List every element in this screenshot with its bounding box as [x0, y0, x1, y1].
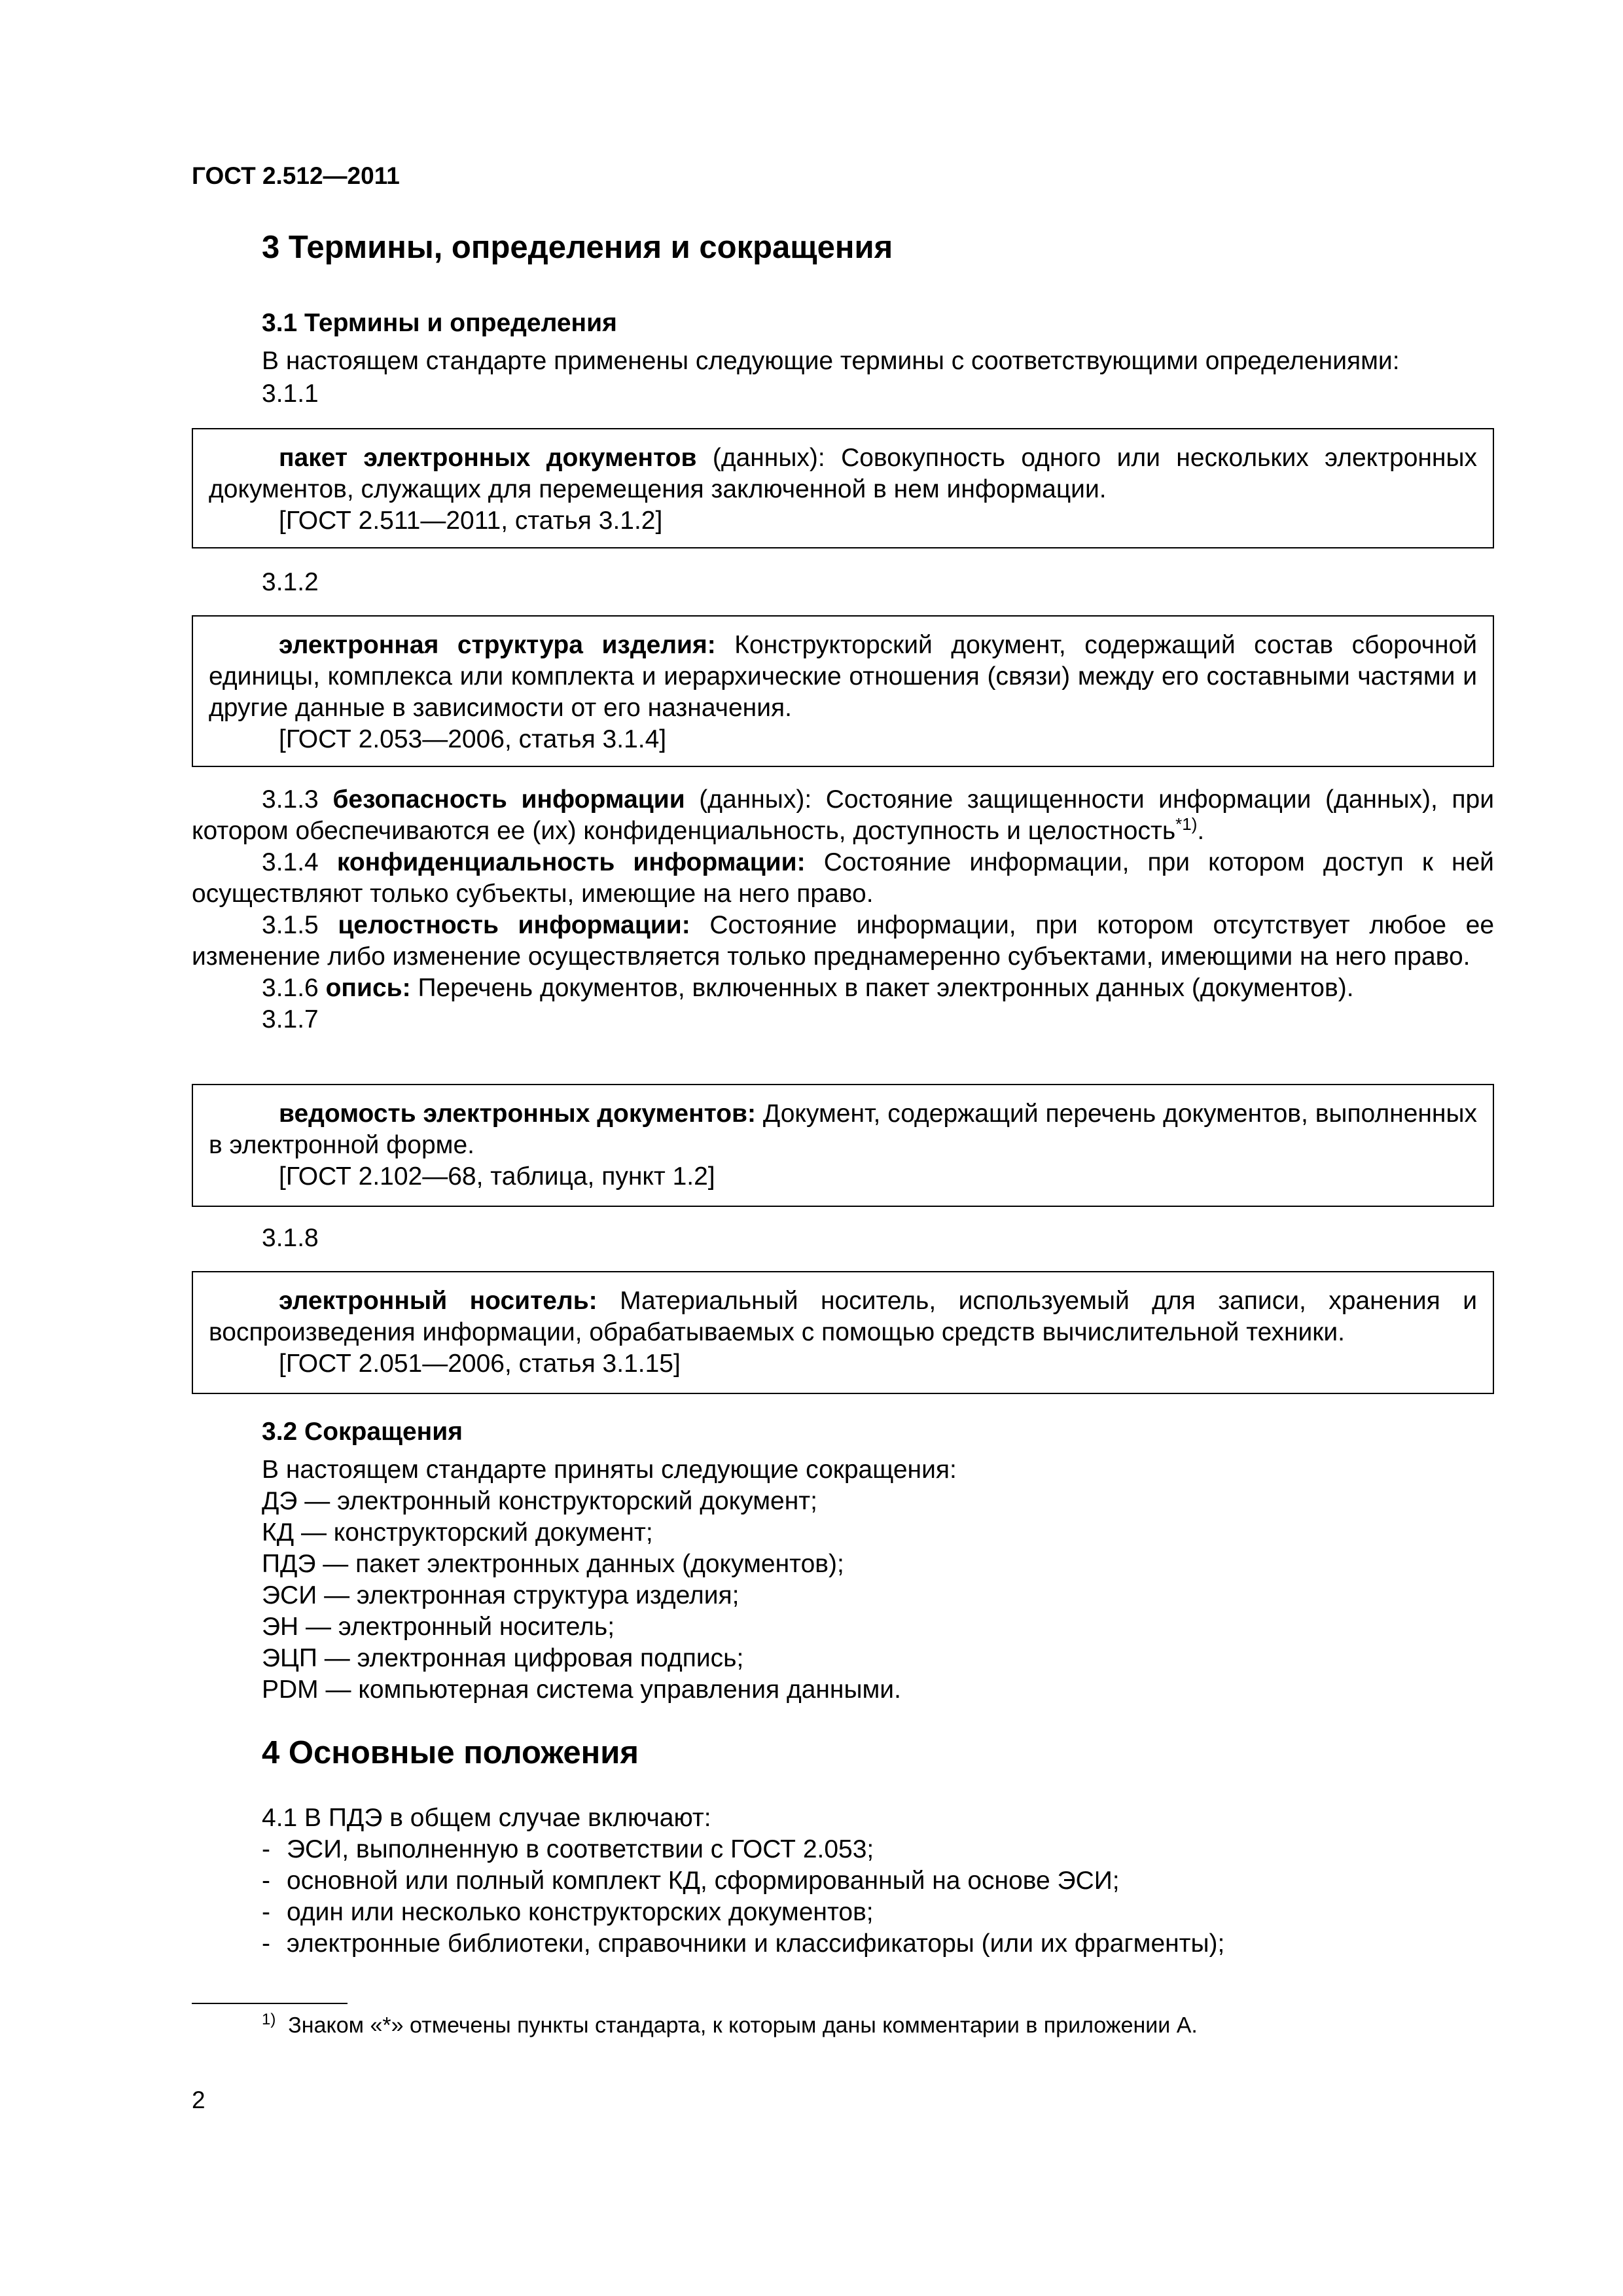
abbreviations-block: [262, 1454, 957, 1706]
term-3-1-8: [209, 1285, 1477, 1348]
abbreviation-item: ПДЭ — пакет электронных данных (документов);: [262, 1550, 844, 1578]
term-box-3-1-2: [192, 615, 1494, 767]
footnote-ref-mark: *1): [1175, 814, 1198, 834]
term-3-1-5: [192, 910, 1494, 973]
term-3-1-3: [192, 784, 1494, 847]
page-number: 2: [192, 2087, 205, 2113]
term-number-3-1-1: 3.1.1: [262, 380, 319, 408]
term-number-3-1-7: 3.1.7: [262, 1005, 319, 1033]
term-number-3-1-6: 3.1.6: [262, 974, 319, 1002]
abbreviation-item: ДЭ — электронный конструкторский документ;: [262, 1487, 817, 1515]
term-3-1-1-definition: (данных): Совокупность одного или нескольких электронных документов, служащих для перемещения заключенной в нем информации.: [209, 444, 1477, 503]
abbreviation-item: ЭЦП — электронная цифровая подпись;: [262, 1644, 744, 1672]
section-4-title: 4 Основные положения: [262, 1735, 639, 1770]
term-3-1-7-reference: [ГОСТ 2.102—68, таблица, пункт 1.2]: [279, 1162, 715, 1191]
list-dash: -: [262, 1835, 270, 1863]
list-item: - один или несколько конструкторских документов;: [262, 1897, 1224, 1928]
abbreviations-intro: В настоящем стандарте приняты следующие сокращения:: [262, 1456, 957, 1484]
abbreviation-item: ЭСИ — электронная структура изделия;: [262, 1581, 740, 1609]
term-box-3-1-1: [192, 428, 1494, 548]
term-3-1-7: [209, 1098, 1477, 1161]
footnote-mark: 1): [262, 2011, 276, 2028]
subsection-3-2-title: 3.2 Сокращения: [262, 1418, 463, 1446]
document-id-header: ГОСТ 2.512—2011: [192, 162, 400, 189]
term-3-1-5-definition: Состояние информации, при котором отсутствует любое ее изменение либо изменение осуществляется только преднамеренно субъектами, имеющими на него право.: [192, 911, 1495, 971]
section-4-1-block: [262, 1803, 1224, 1960]
terms-3-1-3-to-3-1-7: [192, 784, 1494, 1035]
term-3-1-3-definition: (данных): Состояние защищенности информации (данных), при котором обеспечиваются ее (их) конфиденциальность, доступность и целостность: [192, 785, 1494, 845]
term-3-1-2-name: электронная структура изделия:: [279, 631, 716, 659]
subsection-3-1-intro: В настоящем стандарте применены следующие термины с соответствующими определениями:: [262, 347, 1400, 375]
term-number-3-1-3: 3.1.3: [262, 785, 319, 814]
footnote: [262, 2011, 1198, 2038]
term-3-1-2-definition: Конструкторский документ, содержащий состав сборочной единицы, комплекса или комплекта и иерархические отношения (связи) между его составными частями и другие данные в зависимости от его назначения.: [209, 631, 1477, 722]
term-box-3-1-8: [192, 1271, 1494, 1394]
abbreviation-item: PDM — компьютерная система управления данными.: [262, 1676, 901, 1704]
term-3-1-1-name: пакет электронных документов: [279, 444, 697, 472]
term-number-3-1-5: 3.1.5: [262, 911, 319, 939]
section-3-title: 3 Термины, определения и сокращения: [262, 230, 893, 265]
list-dash: -: [262, 1898, 270, 1926]
abbreviation-item: КД — конструкторский документ;: [262, 1518, 653, 1547]
list-item: - основной или полный комплект КД, сформированный на основе ЭСИ;: [262, 1865, 1224, 1897]
term-3-1-2-reference: [ГОСТ 2.053—2006, статья 3.1.4]: [279, 725, 667, 753]
term-3-1-4: [192, 847, 1494, 910]
term-number-3-1-8: 3.1.8: [262, 1224, 319, 1252]
list-dash: -: [262, 1867, 270, 1895]
term-3-1-3-end: .: [1197, 817, 1205, 845]
term-3-1-6-name: опись:: [325, 974, 411, 1002]
term-3-1-8-name: электронный носитель:: [279, 1287, 597, 1315]
abbreviation-item: ЭН — электронный носитель;: [262, 1613, 615, 1641]
footnote-separator: [192, 2003, 348, 2004]
term-3-1-1: [209, 442, 1477, 505]
term-3-1-6: [192, 973, 1494, 1004]
term-3-1-7-name: ведомость электронных документов:: [279, 1100, 756, 1128]
footnote-text: Знаком «*» отмечены пункты стандарта, к которым даны комментарии в приложении А.: [288, 2013, 1198, 2038]
term-3-1-4-definition: Состояние информации, при котором доступ к ней осуществляют только субъекты, имеющие на него право.: [192, 848, 1494, 908]
term-3-1-8-reference: [ГОСТ 2.051—2006, статья 3.1.15]: [279, 1350, 681, 1378]
list-dash: -: [262, 1929, 270, 1958]
term-box-3-1-7: [192, 1084, 1494, 1207]
term-number-3-1-2: 3.1.2: [262, 568, 319, 596]
clause-4-1: 4.1 В ПДЭ в общем случае включают:: [262, 1804, 711, 1832]
term-number-3-1-4: 3.1.4: [262, 848, 319, 876]
term-3-1-4-name: конфиденциальность информации:: [336, 848, 806, 876]
list-item: - электронные библиотеки, справочники и классификаторы (или их фрагменты);: [262, 1928, 1224, 1960]
term-3-1-6-definition: Перечень документов, включенных в пакет электронных данных (документов).: [410, 974, 1354, 1002]
term-3-1-5-name: целостность информации:: [338, 911, 690, 939]
term-3-1-3-name: безопасность информации: [332, 785, 685, 814]
list-item: - ЭСИ, выполненную в соответствии с ГОСТ 2.053;: [262, 1834, 1224, 1865]
term-3-1-8-definition: Материальный носитель, используемый для записи, хранения и воспроизведения информации, обрабатываемых с помощью средств вычислительной техники.: [209, 1287, 1477, 1346]
term-3-1-7-definition: Документ, содержащий перечень документов, выполненных в электронной форме.: [209, 1100, 1477, 1159]
term-3-1-2: [209, 630, 1477, 724]
term-3-1-1-reference: [ГОСТ 2.511—2011, статья 3.1.2]: [279, 507, 663, 535]
subsection-3-1-title: 3.1 Термины и определения: [262, 309, 617, 337]
